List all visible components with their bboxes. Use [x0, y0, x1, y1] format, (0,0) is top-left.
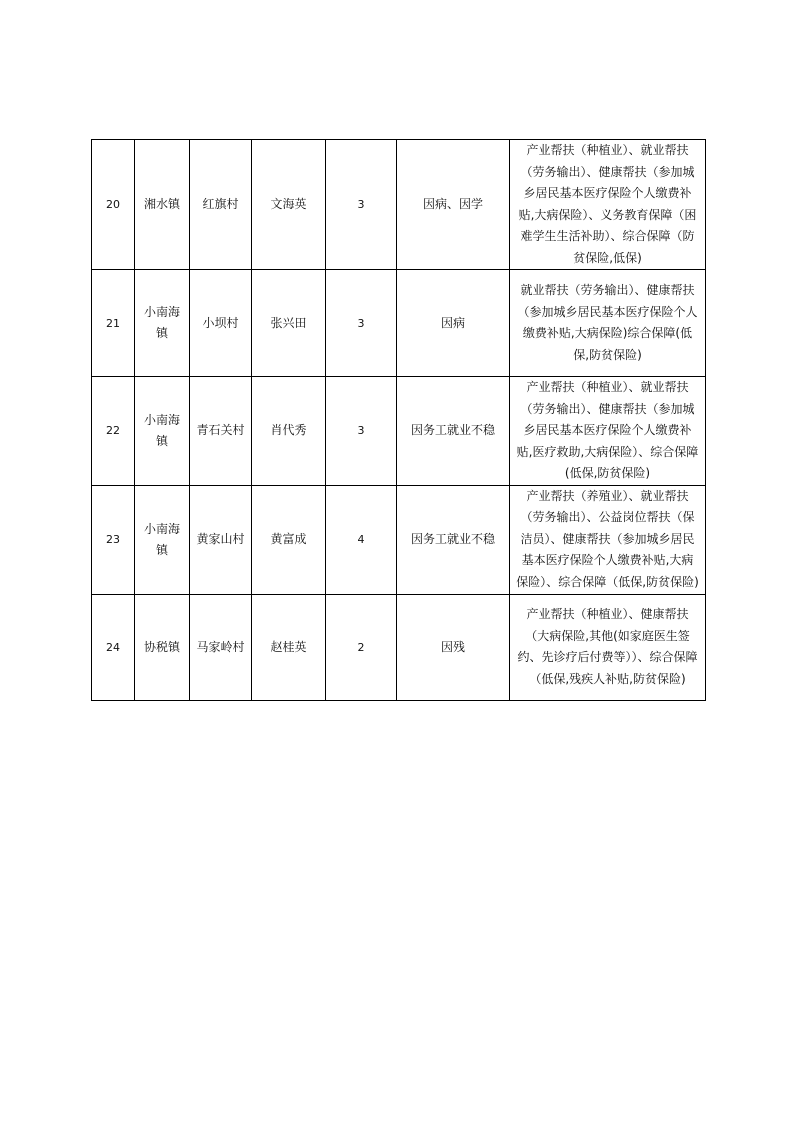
measures-cell: 产业帮扶（养殖业）、就业帮扶（劳务输出）、公益岗位帮扶（保洁员）、健康帮扶（参加城乡居民基本医疗保险个人缴费补贴,大病保险）、综合保障（低保,防贫保险): [510, 485, 706, 594]
household-size-cell: 2: [326, 594, 397, 700]
name-cell: 肖代秀: [252, 377, 326, 486]
table-row: [92, 270, 706, 377]
measures-cell: 产业帮扶（种植业）、就业帮扶（劳务输出）、健康帮扶（参加城乡居民基本医疗保险个人缴费补贴,医疗救助,大病保险）、综合保障(低保,防贫保险): [510, 377, 706, 486]
cause-cell: 因务工就业不稳: [397, 377, 510, 486]
name-cell: 黄富成: [252, 485, 326, 594]
household-size-cell: 4: [326, 485, 397, 594]
cause-cell: 因病、因学: [397, 140, 510, 270]
household-size-cell: 3: [326, 377, 397, 486]
town-cell: 小南海镇: [135, 270, 190, 377]
town-cell: 湘水镇: [135, 140, 190, 270]
village-cell: 红旗村: [190, 140, 252, 270]
row-index: 22: [92, 377, 135, 486]
table-row: [92, 140, 706, 270]
table-row: [92, 377, 706, 486]
row-index: 20: [92, 140, 135, 270]
village-cell: 青石关村: [190, 377, 252, 486]
cause-cell: 因病: [397, 270, 510, 377]
cause-cell: 因务工就业不稳: [397, 485, 510, 594]
name-cell: 张兴田: [252, 270, 326, 377]
town-cell: 协税镇: [135, 594, 190, 700]
town-cell: 小南海镇: [135, 377, 190, 486]
household-size-cell: 3: [326, 270, 397, 377]
village-cell: 小坝村: [190, 270, 252, 377]
name-cell: 赵桂英: [252, 594, 326, 700]
poverty-household-table: [91, 139, 706, 701]
household-size-cell: 3: [326, 140, 397, 270]
row-index: 24: [92, 594, 135, 700]
measures-cell: 就业帮扶（劳务输出）、健康帮扶（参加城乡居民基本医疗保险个人缴费补贴,大病保险)综合保障(低保,防贫保险): [510, 270, 706, 377]
village-cell: 马家岭村: [190, 594, 252, 700]
village-cell: 黄家山村: [190, 485, 252, 594]
table-row: [92, 485, 706, 594]
table-row: [92, 594, 706, 700]
name-cell: 文海英: [252, 140, 326, 270]
town-cell: 小南海镇: [135, 485, 190, 594]
measures-cell: 产业帮扶（种植业）、就业帮扶（劳务输出）、健康帮扶（参加城乡居民基本医疗保险个人缴费补贴,大病保险）、义务教育保障（困难学生生活补助）、综合保障（防贫保险,低保): [510, 140, 706, 270]
row-index: 21: [92, 270, 135, 377]
cause-cell: 因残: [397, 594, 510, 700]
row-index: 23: [92, 485, 135, 594]
measures-cell: 产业帮扶（种植业）、健康帮扶（大病保险,其他(如家庭医生签约、先诊疗后付费等））、综合保障（低保,残疾人补贴,防贫保险): [510, 594, 706, 700]
